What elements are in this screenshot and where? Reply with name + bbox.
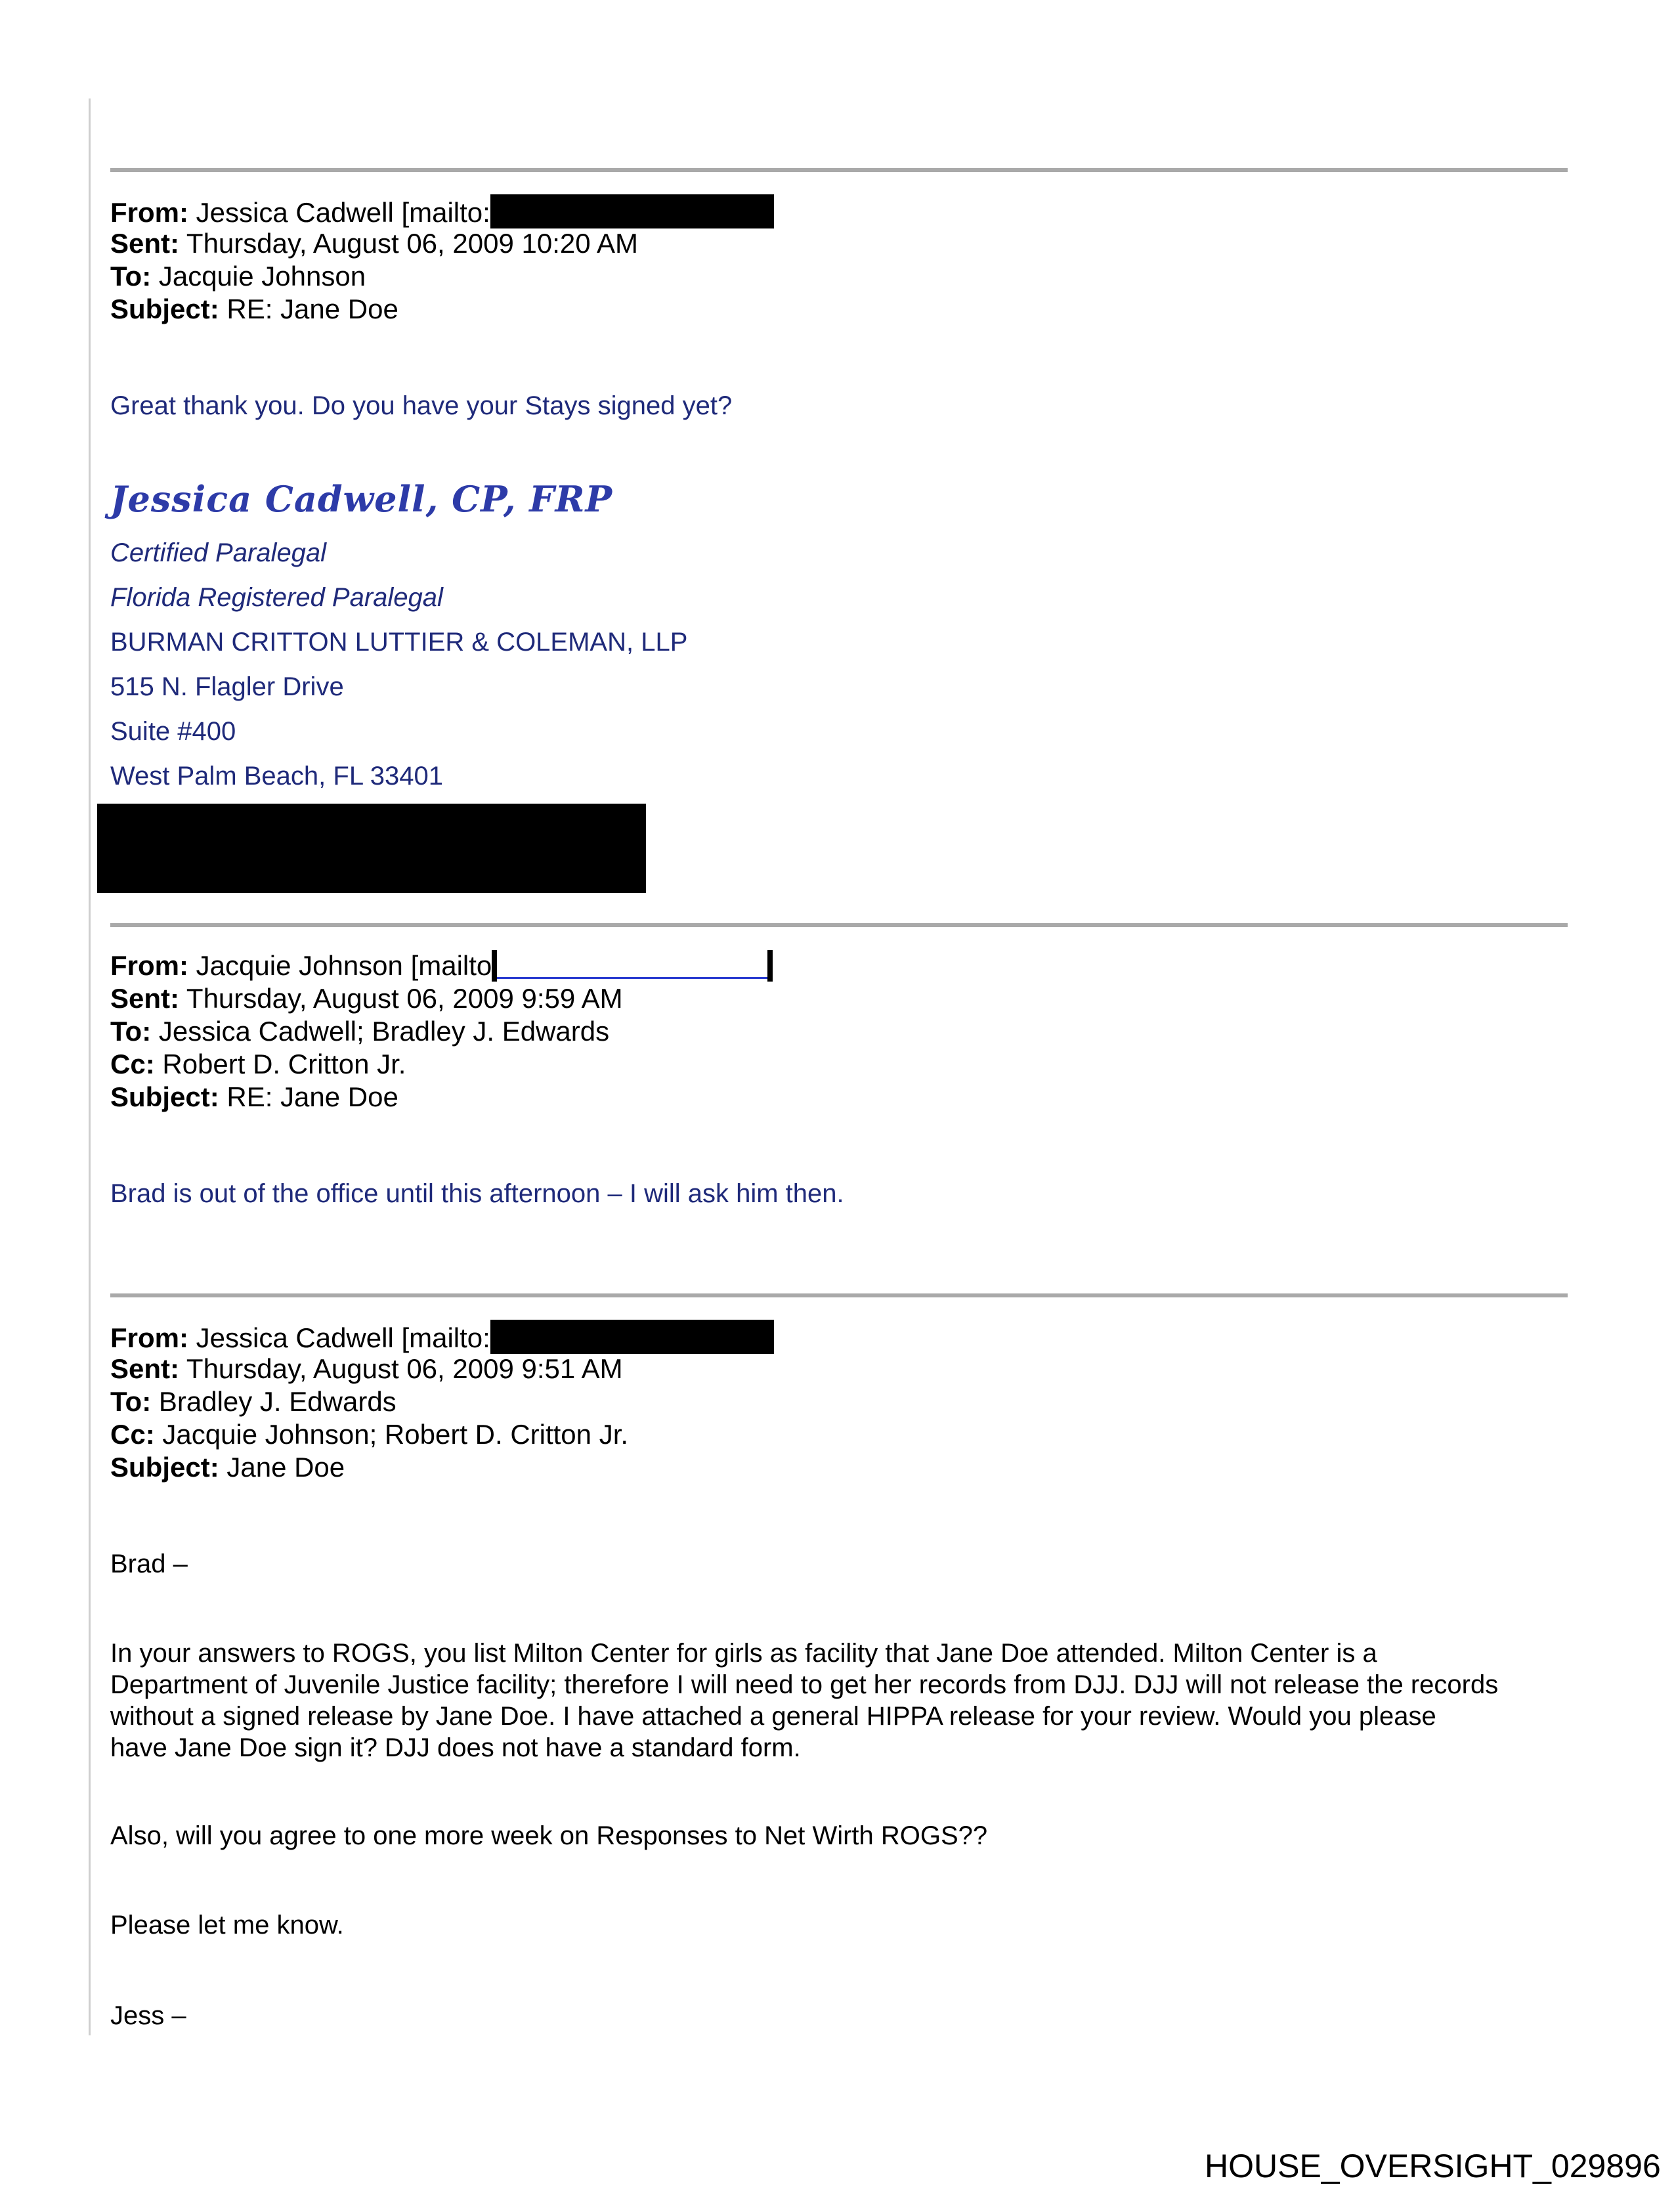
sent-label: Sent: [110,1353,179,1384]
email-paragraph-2: Also, will you agree to one more week on Responses to Net Wirth ROGS?? [110,1821,988,1850]
sent-value: Thursday, August 06, 2009 10:20 AM [186,228,638,259]
cc-row [110,1418,774,1451]
redaction-box [490,194,774,228]
signature-address-3: West Palm Beach, FL 33401 [110,762,443,791]
redacted-mailto-link[interactable] [497,951,767,979]
from-label: From: [110,1322,188,1353]
redaction-box [492,950,497,982]
cc-row [110,1048,773,1081]
email-body-1: Great thank you. Do you have your Stays signed yet? [110,391,733,420]
email-closing: Jess – [110,2001,186,2030]
from-value: Jessica Cadwell [mailto: [196,1322,490,1353]
sent-value: Thursday, August 06, 2009 9:59 AM [186,983,623,1014]
left-margin-line [89,98,91,2035]
signature-address-1: 515 N. Flagler Drive [110,672,344,701]
from-label: From: [110,197,188,228]
from-row [110,949,773,982]
to-row [110,1385,774,1418]
email-separator-3 [110,1293,1568,1297]
signature-firm: BURMAN CRITTON LUTTIER & COLEMAN, LLP [110,628,688,657]
from-value: Jacquie Johnson [mailto [196,950,492,981]
subject-row [110,293,774,326]
cc-label: Cc: [110,1419,155,1450]
redaction-box [490,1320,774,1354]
to-row [110,1015,773,1048]
sent-label: Sent: [110,983,179,1014]
subject-value: RE: Jane Doe [226,293,398,324]
to-value: Jacquie Johnson [158,261,366,292]
subject-label: Subject: [110,1081,219,1112]
email-body-2: Brad is out of the office until this afternoon – I will ask him then. [110,1179,844,1208]
email-header-3 [110,1320,774,1484]
cc-value: Jacquie Johnson; Robert D. Critton Jr. [162,1419,629,1450]
signature-title-2: Florida Registered Paralegal [110,583,443,612]
to-label: To: [110,261,152,292]
subject-row [110,1451,774,1484]
email-paragraph-1 [110,1637,1498,1764]
paragraph-line: without a signed release by Jane Doe. I have attached a general HIPPA release for your review. Would you please [110,1702,1436,1731]
from-label: From: [110,950,188,981]
from-row [110,194,774,227]
signature-script-name: Jessica Cadwell, CP, FRP [110,478,613,520]
to-row [110,260,774,293]
cc-label: Cc: [110,1049,155,1079]
from-row [110,1320,774,1353]
subject-value: Jane Doe [226,1452,345,1483]
subject-label: Subject: [110,1452,219,1483]
sent-row [110,982,773,1015]
sent-row [110,1353,774,1385]
paragraph-line: Department of Juvenile Justice facility; therefore I will need to get her records from DJJ. DJJ will not release the records [110,1670,1499,1699]
email-header-2 [110,949,773,1114]
email-separator-2 [110,923,1568,927]
bates-number: HOUSE_OVERSIGHT_029896 [1205,2148,1661,2184]
subject-row [110,1081,773,1114]
to-value: Jessica Cadwell; Bradley J. Edwards [158,1016,610,1047]
paragraph-line: In your answers to ROGS, you list Milton Center for girls as facility that Jane Doe attended. Milton Center is a [110,1639,1377,1668]
signature-title-1: Certified Paralegal [110,538,327,567]
sent-row [110,227,774,260]
email-paragraph-3: Please let me know. [110,1911,344,1940]
redaction-box [767,950,773,982]
subject-value: RE: Jane Doe [226,1081,398,1112]
to-value: Bradley J. Edwards [158,1386,397,1417]
from-value: Jessica Cadwell [mailto: [196,197,490,228]
sent-label: Sent: [110,228,179,259]
signature-address-2: Suite #400 [110,717,236,746]
signature-redaction-block [97,804,646,893]
email-separator-1 [110,168,1568,172]
to-label: To: [110,1016,152,1047]
to-label: To: [110,1386,152,1417]
cc-value: Robert D. Critton Jr. [162,1049,406,1079]
subject-label: Subject: [110,293,219,324]
paragraph-line: have Jane Doe sign it? DJJ does not have a standard form. [110,1733,801,1762]
sent-value: Thursday, August 06, 2009 9:51 AM [186,1353,623,1384]
email-greeting: Brad – [110,1550,188,1578]
email-header-1 [110,194,774,326]
